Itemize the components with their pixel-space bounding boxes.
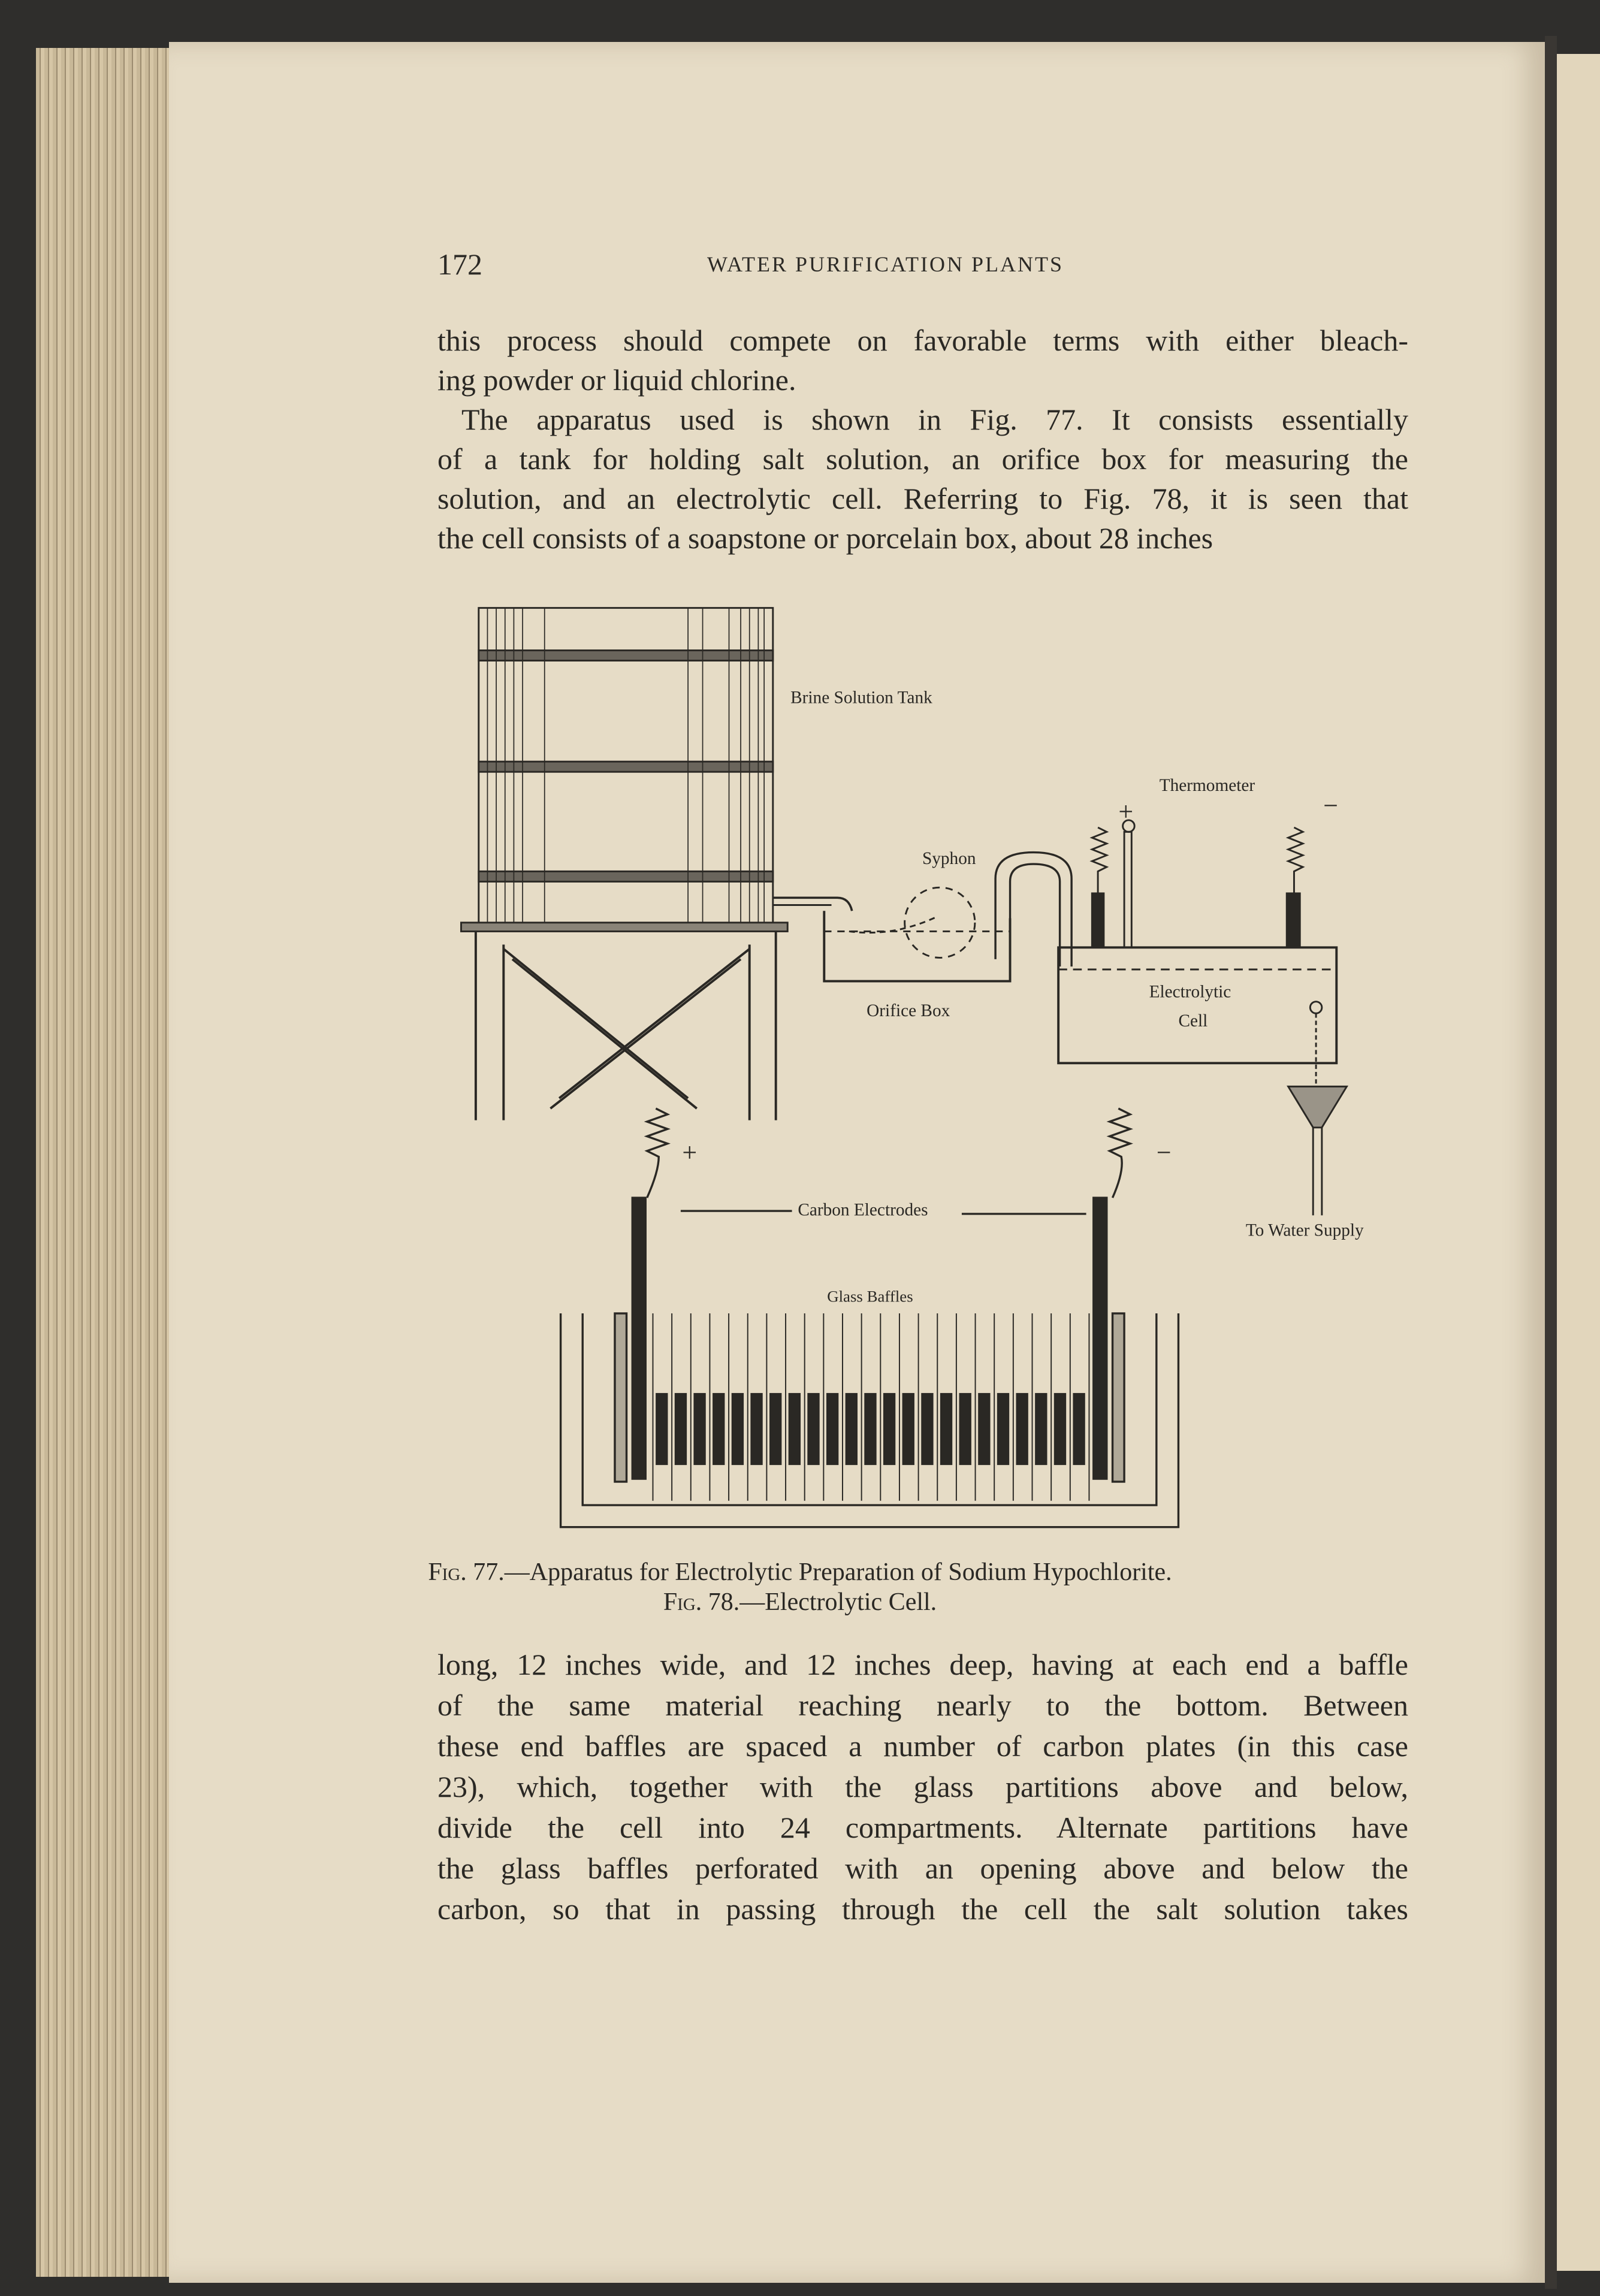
caption-2-prefix: Fig. 78.	[663, 1588, 740, 1616]
text-line: ing powder or liquid chlorine.	[437, 363, 796, 397]
caption-2-text: —Electrolytic Cell.	[739, 1588, 937, 1616]
carbon-plate	[979, 1394, 989, 1464]
carbon-plate	[789, 1394, 799, 1464]
carbon-plate	[1074, 1394, 1084, 1464]
carbon-plate	[771, 1394, 781, 1464]
text-line: the glass baffles perforated with an opening above and below the	[437, 1851, 1408, 1885]
syphon-tube	[995, 853, 1071, 967]
text-line: this process should compete on favorable terms with either bleach-	[437, 324, 1408, 357]
carbon-plate	[941, 1394, 951, 1464]
brine-tank-drawing	[461, 608, 787, 932]
text-line: The apparatus used is shown in Fig. 77. It consists essentially	[461, 403, 1408, 436]
carbon-plate	[960, 1394, 970, 1464]
carbon-plate	[884, 1394, 894, 1464]
caption-1-text: —Apparatus for Electrolytic Preparation of Sodium Hypochlorite.	[504, 1558, 1172, 1586]
label-plus: +	[682, 1137, 698, 1167]
label-water-supply: To Water Supply	[1245, 1220, 1364, 1240]
label-brine-tank: Brine Solution Tank	[790, 688, 932, 708]
caption-fig-77	[0, 1558, 1600, 1587]
carbon-plate	[827, 1394, 837, 1464]
label-syphon: Syphon	[922, 849, 976, 869]
carbon-plate	[1036, 1394, 1046, 1464]
carbon-plate	[865, 1394, 876, 1464]
carbon-plate	[751, 1394, 762, 1464]
caption-1-prefix: Fig. 77.	[428, 1558, 505, 1586]
carbon-plate	[675, 1394, 686, 1464]
running-head: WATER PURIFICATION PLANTS	[707, 252, 1064, 276]
carbon-plate	[732, 1394, 742, 1464]
text-line: long, 12 inches wide, and 12 inches deep, having at each end a baffle	[437, 1648, 1408, 1681]
label-thermometer: Thermometer	[1159, 775, 1255, 795]
label-plus-top: +	[1118, 796, 1134, 826]
text-line: solution, and an electrolytic cell. Referring to Fig. 78, it is seen that	[437, 482, 1408, 515]
text-line: the cell consists of a soapstone or porcelain box, about 28 inches	[437, 521, 1213, 555]
carbon-plate	[922, 1394, 932, 1464]
text-line: 23), which, together with the glass partitions above and below,	[437, 1770, 1408, 1803]
page-number: 172	[437, 247, 482, 281]
label-cell: Cell	[1178, 1011, 1208, 1031]
text-line: of the same material reaching nearly to the bottom. Between	[437, 1688, 1408, 1722]
text-line: carbon, so that in passing through the cell the salt solution takes	[437, 1892, 1408, 1926]
text-line: these end baffles are spaced a number of carbon plates (in this case	[437, 1729, 1408, 1763]
tank-stand-drawing	[476, 931, 776, 1120]
label-orifice-box: Orifice Box	[867, 1001, 950, 1021]
carbon-plate	[998, 1394, 1008, 1464]
carbon-plate	[657, 1394, 667, 1464]
label-minus-top: −	[1323, 791, 1339, 821]
carbon-plate	[903, 1394, 913, 1464]
carbon-plate	[714, 1394, 724, 1464]
orifice-box-drawing	[824, 887, 1010, 981]
text-line: divide the cell into 24 compartments. Alternate partitions have	[437, 1811, 1408, 1844]
label-glass-baffles: Glass Baffles	[827, 1287, 913, 1306]
label-carbon-electrodes: Carbon Electrodes	[798, 1200, 928, 1220]
carbon-plate	[846, 1394, 856, 1464]
carbon-plate	[808, 1394, 819, 1464]
text-line: of a tank for holding salt solution, an orifice box for measuring the	[437, 442, 1408, 476]
carbon-plate	[1017, 1394, 1027, 1464]
label-electrolytic: Electrolytic	[1149, 982, 1231, 1002]
carbon-plate	[695, 1394, 705, 1464]
label-minus: −	[1156, 1137, 1172, 1167]
carbon-plate	[1055, 1394, 1065, 1464]
caption-fig-78	[0, 1588, 1600, 1617]
